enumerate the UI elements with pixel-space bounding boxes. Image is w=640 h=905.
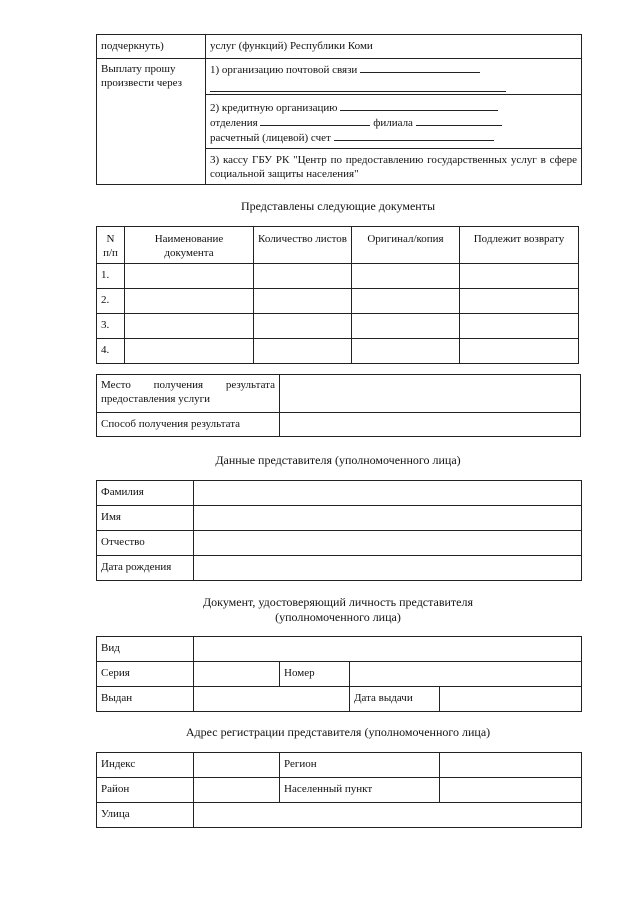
header-doc-name: Наименование документа — [125, 227, 254, 264]
documents-title: Представлены следующие документы — [240, 199, 436, 213]
row-number: 1. — [97, 263, 125, 288]
series-field[interactable] — [194, 662, 280, 687]
row-number: 2. — [97, 288, 125, 313]
original-copy-cell[interactable] — [352, 288, 460, 313]
payment-option-bank — [206, 95, 582, 149]
sheet-count-cell[interactable] — [254, 338, 352, 363]
table-row — [97, 288, 579, 313]
documents-table — [96, 226, 579, 364]
number-field[interactable] — [350, 662, 582, 687]
patronymic-field[interactable] — [194, 531, 582, 556]
surname-field[interactable] — [194, 481, 582, 506]
birth-date-label: Дата рождения — [97, 556, 194, 581]
district-field[interactable] — [194, 778, 280, 803]
result-method-label: Способ получения результата — [97, 413, 280, 437]
row-number: 3. — [97, 313, 125, 338]
series-label: Серия — [97, 662, 194, 687]
issued-by-field[interactable] — [194, 687, 350, 712]
underline-label: подчеркнуть) — [97, 35, 206, 59]
locality-field[interactable] — [440, 778, 582, 803]
row-number: 4. — [97, 338, 125, 363]
identity-doc-table — [96, 636, 582, 712]
branch-label: отделения — [210, 116, 258, 129]
filial-label: филиала — [373, 116, 413, 129]
table-row — [97, 338, 579, 363]
table-row — [97, 263, 579, 288]
post-office-field[interactable] — [360, 63, 480, 73]
original-copy-cell[interactable] — [352, 338, 460, 363]
region-field[interactable] — [440, 753, 582, 778]
payment-option-cash: 3) кассу ГБУ РК "Центр по предоставлению государственных услуг в сфере социальной защиты населения" — [206, 149, 582, 185]
return-cell[interactable] — [460, 263, 579, 288]
table-row — [97, 313, 579, 338]
original-copy-cell[interactable] — [352, 263, 460, 288]
doc-type-label: Вид — [97, 637, 194, 662]
header-number: N п/п — [97, 227, 125, 264]
locality-label: Населенный пункт — [280, 778, 440, 803]
payment-option-post — [206, 59, 582, 95]
header-sheet-count: Количество листов — [254, 227, 352, 264]
option-bank-label: 2) кредитную организацию — [210, 102, 338, 114]
doc-type-field[interactable] — [194, 637, 582, 662]
identity-doc-title: Документ, удостоверяющий личность представителя (уполномоченного лица) — [202, 595, 474, 624]
representative-title: Данные представителя (уполномоченного лица) — [215, 453, 461, 467]
doc-name-cell[interactable] — [125, 288, 254, 313]
result-method-field[interactable] — [280, 413, 581, 437]
region-label: Регион — [280, 753, 440, 778]
return-cell[interactable] — [460, 288, 579, 313]
account-label: расчетный (лицевой) счет — [210, 131, 331, 144]
street-field[interactable] — [194, 803, 582, 828]
number-label: Номер — [280, 662, 350, 687]
result-table — [96, 374, 581, 437]
branch-field[interactable] — [260, 116, 370, 126]
return-cell[interactable] — [460, 313, 579, 338]
result-place-field[interactable] — [280, 375, 581, 413]
birth-date-field[interactable] — [194, 556, 582, 581]
header-return: Подлежит возврату — [460, 227, 579, 264]
account-field[interactable] — [334, 131, 494, 141]
issued-by-label: Выдан — [97, 687, 194, 712]
option-post-label: 1) организацию почтовой связи — [210, 64, 358, 76]
address-table — [96, 752, 582, 828]
original-copy-cell[interactable] — [352, 313, 460, 338]
filial-field[interactable] — [416, 116, 502, 126]
address-title: Адрес регистрации представителя (уполномоченного лица) — [185, 725, 491, 739]
name-label: Имя — [97, 506, 194, 531]
result-place-label: Место получения результата предоставления услуги — [97, 375, 280, 413]
return-cell[interactable] — [460, 338, 579, 363]
header-original-copy: Оригинал/копия — [352, 227, 460, 264]
payment-table — [96, 34, 582, 185]
name-field[interactable] — [194, 506, 582, 531]
services-text: услуг (функций) Республики Коми — [206, 35, 582, 59]
bank-name-field[interactable] — [340, 101, 498, 111]
index-field[interactable] — [194, 753, 280, 778]
doc-name-cell[interactable] — [125, 338, 254, 363]
sheet-count-cell[interactable] — [254, 288, 352, 313]
doc-name-cell[interactable] — [125, 313, 254, 338]
street-label: Улица — [97, 803, 194, 828]
representative-table — [96, 480, 582, 581]
patronymic-label: Отчество — [97, 531, 194, 556]
doc-name-cell[interactable] — [125, 263, 254, 288]
index-label: Индекс — [97, 753, 194, 778]
post-office-field-line2[interactable] — [210, 82, 506, 92]
issue-date-field[interactable] — [440, 687, 582, 712]
sheet-count-cell[interactable] — [254, 313, 352, 338]
issue-date-label: Дата выдачи — [350, 687, 440, 712]
pay-via-label: Выплату прошу произвести через — [97, 59, 206, 185]
surname-label: Фамилия — [97, 481, 194, 506]
sheet-count-cell[interactable] — [254, 263, 352, 288]
district-label: Район — [97, 778, 194, 803]
